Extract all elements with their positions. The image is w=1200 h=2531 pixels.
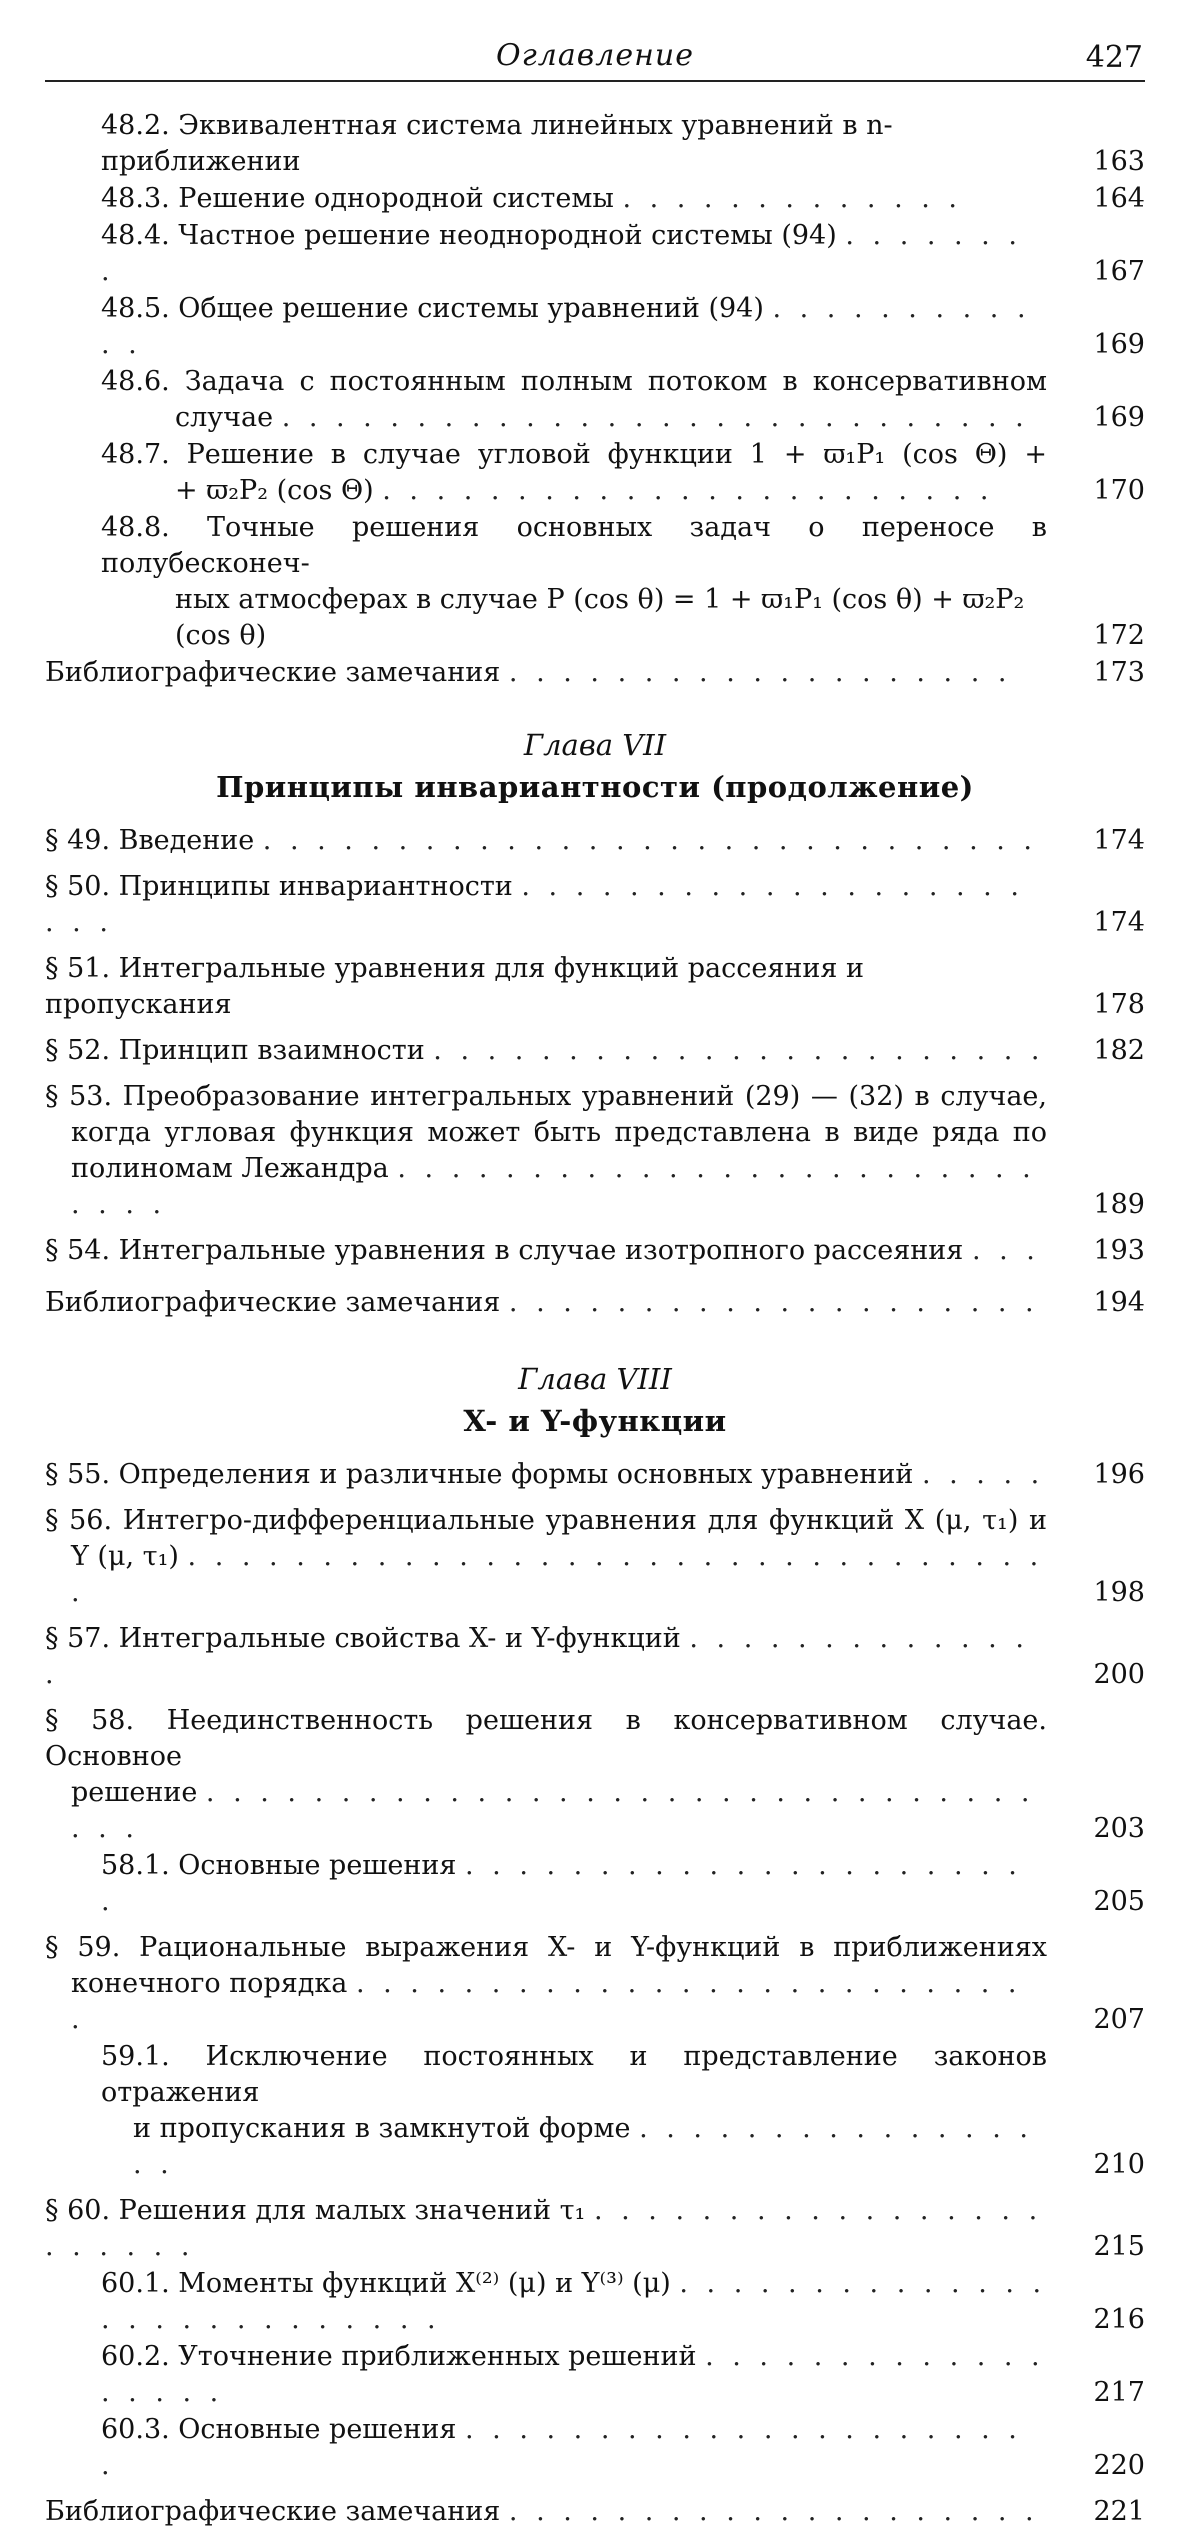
toc-entry-text: § 51. Интегральные уравнения для функций рассеяния и пропускания [45,953,864,1020]
toc-entry-50 [45,869,1145,941]
toc-entry-page: 174 [1093,825,1145,856]
toc-entry-text: 60.1. Моменты функций X⁽²⁾ (μ) и Y⁽³⁾ (μ) [101,2268,671,2299]
toc-entry-page: 221 [1093,2496,1145,2527]
toc-entry-48-8 [45,510,1145,654]
toc-entry-text-cont: Y (μ, τ₁) [71,1541,179,1572]
leader-dots: . . . . . . . . . . . . . . [45,1623,1029,1690]
toc-entry-page: 210 [1093,2149,1145,2180]
toc-entry-text-cont: ных атмосферах в случае P (cos θ) = 1 + ϖ₁P₁ (cos θ) + ϖ₂P₂ (cos θ) [175,584,1025,651]
leader-dots: . . . . . . . . . . . . . . . . . . . . . . . . . . . . . . . . . . [71,1777,1035,1844]
toc-entry-text: 48.3. Решение однородной системы [101,183,614,214]
toc-entry-48-4 [45,218,1145,290]
toc-entry-page: 205 [1093,1886,1145,1917]
toc-entry-page: 164 [1093,183,1145,214]
leader-dots: . . . . . . . . . . . . . . . . . . [101,2341,1045,2408]
leader-dots: . . . . . . . . . . . . . . . . . . . [508,657,1012,688]
toc-entry-page: 169 [1093,402,1145,433]
leader-dots: . . . . . . . . . . . . . . . . . . . . . . . [382,475,994,506]
header-title: Оглавление [496,38,694,73]
toc-entry-text: § 58. Неединственность решения в консервативном случае. Основное [45,1705,1047,1772]
leader-dots: . . . . . . . . . . . . . . . . . [133,2113,1033,2180]
toc-entry-text: 48.7. Решение в случае угловой функции 1 + ϖ₁P₁ (cos Θ) + [101,439,1047,470]
chapter-7-title: Принципы инвариантности (продолжение) [216,770,974,804]
leader-dots: . . . . . . . . . . . . . . . . . . . . . . . . . . . [101,2268,1047,2335]
toc-entry-55 [45,1457,1145,1493]
toc-entry-text: § 60. Решения для малых значений τ₁ [45,2195,586,2226]
leader-dots: . . . . . . . . . . . . . [622,183,963,214]
toc-entry-bibliography-1 [45,655,1145,691]
toc-entry-59-1 [45,2039,1145,2183]
toc-entry-text: § 59. Рациональные выражения X- и Y-функций в приближениях [45,1932,1047,1963]
toc-entry-text: § 50. Принципы инвариантности [45,871,513,902]
table-of-contents [45,108,1145,2531]
toc-entry-text-cont: когда угловая функция может быть представлена в виде ряда по [71,1117,1047,1148]
toc-entry-text: Библиографические замечания [45,657,501,688]
toc-entry-text-cont: решение [71,1777,198,1808]
toc-entry-48-6 [45,364,1145,436]
toc-entry-text-cont: + ϖ₂P₂ (cos Θ) [175,475,374,506]
toc-entry-page: 167 [1093,256,1145,287]
leader-dots: . . . . . . . . . . . . . . . . . . . . . . [101,2414,1022,2481]
toc-entry-page: 215 [1093,2231,1145,2262]
toc-entry-page: 196 [1093,1459,1145,1490]
toc-entry-page: 163 [1093,146,1145,177]
toc-entry-page: 182 [1093,1035,1145,1066]
toc-entry-page: 194 [1093,1287,1145,1318]
header-page-number: 427 [1085,40,1143,75]
toc-entry-60-1 [45,2266,1145,2338]
toc-entry-page: 216 [1093,2304,1145,2335]
toc-entry-page: 189 [1093,1189,1145,1220]
leader-dots: . . . . . . . . . . . . . . . . . . . . . . . . . . . . [71,1153,1036,1220]
toc-entry-text: 48.4. Частное решение неоднородной системы (94) [101,220,837,251]
toc-entry-text-cont: конечного порядка [71,1968,348,1999]
toc-entry-page: 178 [1093,989,1145,1020]
toc-entry-text: 48.5. Общее решение системы уравнений (94) [101,293,764,324]
toc-entry-text: Библиографические замечания [45,2496,501,2527]
toc-entry-page: 217 [1093,2377,1145,2408]
toc-entry-page: 198 [1093,1577,1145,1608]
toc-entry-text: § 54. Интегральные уравнения в случае изотропного рассеяния [45,1235,964,1266]
leader-dots: . . . . . . . . . . . . . . . . . . . . . . [45,871,1024,938]
leader-dots: . . . . . . . . . . . . . . . . . . . . [508,1287,1039,1318]
toc-entry-56 [45,1503,1145,1611]
chapter-8-title: X- и Y-функции [463,1404,727,1438]
toc-entry-text: § 56. Интегро-дифференциальные уравнения для функций X (μ, τ₁) и [45,1505,1047,1536]
chapter-7-label: Глава VII [523,728,667,762]
toc-entry-48-7 [45,437,1145,509]
toc-entry-text: § 55. Определения и различные формы основных уравнений [45,1459,914,1490]
leader-dots: . . . . . . . . . . . . . . . . . . . . . . . [433,1035,1045,1066]
toc-entry-53 [45,1079,1145,1223]
toc-entry-57 [45,1621,1145,1693]
toc-entry-bibliography-2 [45,1285,1145,1321]
toc-entry-text: 60.3. Основные решения [101,2414,457,2445]
toc-entry-text: § 53. Преобразование интегральных уравнений (29) — (32) в случае, [45,1081,1047,1112]
toc-entry-page: 169 [1093,329,1145,360]
toc-entry-text: 48.8. Точные решения основных задач о переносе в полубесконеч- [101,512,1047,579]
toc-entry-49 [45,823,1145,859]
toc-entry-page: 173 [1093,657,1145,688]
toc-entry-59 [45,1930,1145,2038]
toc-entry-48-2 [45,108,1145,180]
toc-entry-text: 59.1. Исключение постоянных и представление законов отражения [101,2041,1047,2108]
toc-entry-text-cont: случае [175,402,274,433]
toc-entry-60-3 [45,2412,1145,2484]
toc-entry-48-5 [45,291,1145,363]
leader-dots: . . . . . . . . . . . . [101,293,1031,360]
toc-entry-text: § 52. Принцип взаимности [45,1035,425,1066]
toc-entry-bibliography-3 [45,2494,1145,2530]
running-header [45,30,1145,82]
toc-entry-page: 203 [1093,1813,1145,1844]
toc-entry-page: 172 [1093,620,1145,651]
toc-entry-54 [45,1233,1145,1269]
toc-entry-text: 58.1. Основные решения [101,1850,457,1881]
toc-entry-60 [45,2193,1145,2265]
toc-entry-text: 60.2. Уточнение приближенных решений [101,2341,697,2372]
toc-entry-text: 48.6. Задача с постоянным полным потоком в консервативном [101,366,1047,397]
toc-entry-58 [45,1703,1145,1847]
leader-dots: . . . . . . . . [101,220,1022,287]
leader-dots: . . . . . . . . . . . . . . . . . . . . . . . [45,2195,1043,2262]
leader-dots: . . . . . . . . . . . . . . . . . . . . . . [101,1850,1022,1917]
leader-dots: . . . . . . . . . . . . . . . . . . . . . . . . . . . . . . . . . [71,1541,1044,1608]
toc-entry-60-2 [45,2339,1145,2411]
toc-entry-52 [45,1033,1145,1069]
toc-entry-text: § 57. Интегральные свойства X- и Y-функций [45,1623,681,1654]
toc-entry-page: 207 [1093,2004,1145,2035]
leader-dots: . . . . . . . . . . . . . . . . . . . . [508,2496,1039,2527]
toc-entry-51 [45,951,1145,1023]
toc-entry-page: 200 [1093,1659,1145,1690]
leader-dots: . . . . . . . . . . . . . . . . . . . . . . . . . . [71,1968,1022,2035]
toc-entry-48-3 [45,181,1145,217]
toc-entry-text-cont: полиномам Лежандра [71,1153,389,1184]
toc-entry-text-cont: и пропускания в замкнутой форме [133,2113,631,2144]
leader-dots: . . . . . . . . . . . . . . . . . . . . . . . . . . . . [281,402,1029,433]
leader-dots: . . . . . [921,1459,1045,1490]
toc-entry-page: 170 [1093,475,1145,506]
toc-entry-page: 174 [1093,907,1145,938]
toc-entry-text: § 49. Введение [45,825,255,856]
leader-dots: . . . [971,1235,1040,1266]
toc-entry-page: 220 [1093,2450,1145,2481]
toc-entry-text: Библиографические замечания [45,1287,501,1318]
toc-entry-page: 193 [1093,1235,1145,1266]
chapter-8-label: Глава VIII [518,1362,672,1396]
toc-entry-text: 48.2. Эквивалентная система линейных уравнений в n-приближении [101,110,893,177]
leader-dots: . . . . . . . . . . . . . . . . . . . . . . . . . . . . . [262,825,1038,856]
